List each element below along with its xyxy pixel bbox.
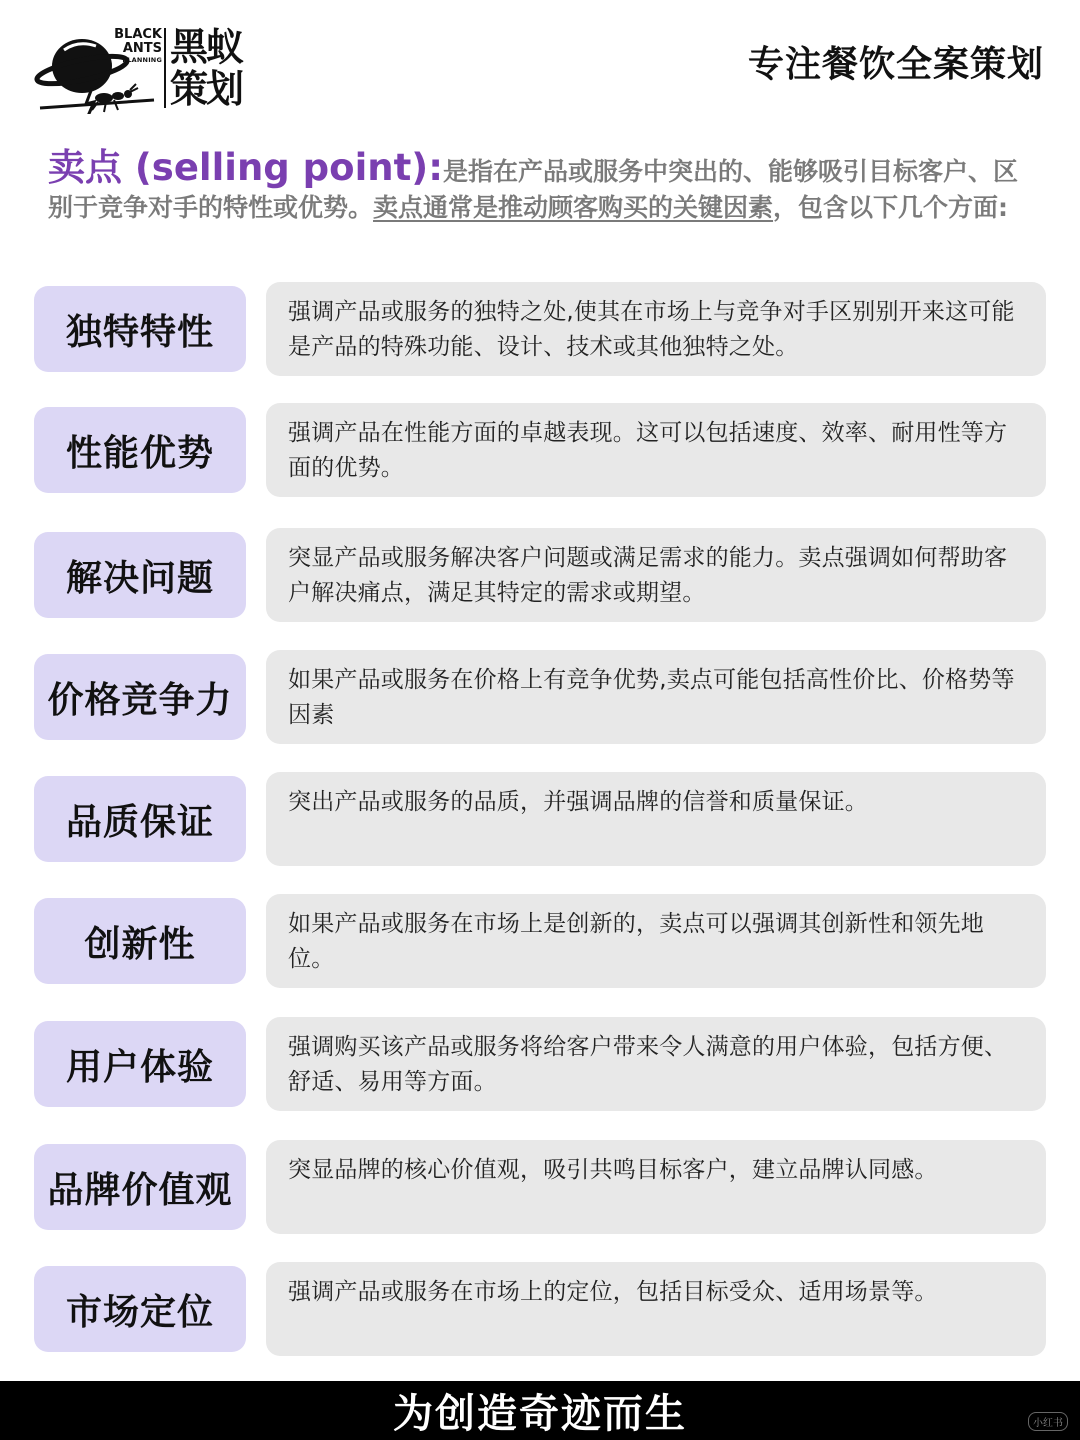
logo-cn-line2: 策划 <box>170 67 243 111</box>
item-description: 突显产品或服务解决客户问题或满足需求的能力。卖点强调如何帮助客户解决痛点，满足其特定的需求或期望。 <box>266 528 1046 622</box>
item-description: 如果产品或服务在市场上是创新的，卖点可以强调其创新性和领先地位。 <box>266 894 1046 988</box>
list-item <box>34 894 1046 990</box>
list-item <box>34 528 1046 624</box>
list-item <box>34 650 1046 746</box>
watermark-badge: 小红书 <box>1028 1412 1068 1431</box>
logo-divider <box>164 28 166 108</box>
item-label: 品牌价值观 <box>34 1144 246 1230</box>
list-item <box>34 1140 1046 1236</box>
item-label: 解决问题 <box>34 532 246 618</box>
item-description: 强调产品或服务在市场上的定位，包括目标受众、适用场景等。 <box>266 1262 1046 1356</box>
item-description: 突出产品或服务的品质，并强调品牌的信誉和质量保证。 <box>266 772 1046 866</box>
list-item <box>34 282 1046 378</box>
item-description: 如果产品或服务在价格上有竞争优势,卖点可能包括高性价比、价格势等因素 <box>266 650 1046 744</box>
intro-paragraph <box>48 146 1038 226</box>
list-item <box>34 1017 1046 1113</box>
brand-logo <box>34 22 254 114</box>
logo-en-line2: ANTS <box>122 41 162 56</box>
header <box>0 0 1080 120</box>
intro-term: 卖点 (selling point): <box>48 146 443 189</box>
logo-cn-line1: 黑蚁 <box>170 25 243 69</box>
item-description: 强调产品在性能方面的卓越表现。这可以包括速度、效率、耐用性等方面的优势。 <box>266 403 1046 497</box>
item-label: 价格竞争力 <box>34 654 246 740</box>
item-label: 独特特性 <box>34 286 246 372</box>
item-label: 品质保证 <box>34 776 246 862</box>
logo-english-text <box>106 28 162 64</box>
footer-banner <box>0 1381 1080 1440</box>
item-description: 强调产品或服务的独特之处,使其在市场上与竞争对手区别别开来这可能是产品的特殊功能、设计、技术或其他独特之处。 <box>266 282 1046 376</box>
footer-slogan: 为创造奇迹而生 <box>393 1391 687 1437</box>
item-description: 突显品牌的核心价值观，吸引共鸣目标客户，建立品牌认同感。 <box>266 1140 1046 1234</box>
header-tagline: 专注餐饮全案策划 <box>747 44 1044 85</box>
logo-en-line3: PLANNING <box>122 56 162 64</box>
list-item <box>34 1262 1046 1358</box>
item-label: 创新性 <box>34 898 246 984</box>
item-label: 市场定位 <box>34 1266 246 1352</box>
logo-en-line1: BLACK <box>114 27 162 42</box>
item-description: 强调购买该产品或服务将给客户带来令人满意的用户体验，包括方便、舒适、易用等方面。 <box>266 1017 1046 1111</box>
logo-chinese-text <box>170 26 254 110</box>
intro-key-phrase: 卖点通常是推动顾客购买的关键因素 <box>373 193 774 222</box>
intro-text-part2: ，包含以下几个方面: <box>773 193 1009 222</box>
item-label: 用户体验 <box>34 1021 246 1107</box>
list-item <box>34 772 1046 868</box>
intro-text-part1: 是指在产品或服务中突出的、能够吸引目标客户、区别于竞争对手的特性或优势。 <box>48 157 1019 222</box>
list-item <box>34 403 1046 499</box>
item-label: 性能优势 <box>34 407 246 493</box>
